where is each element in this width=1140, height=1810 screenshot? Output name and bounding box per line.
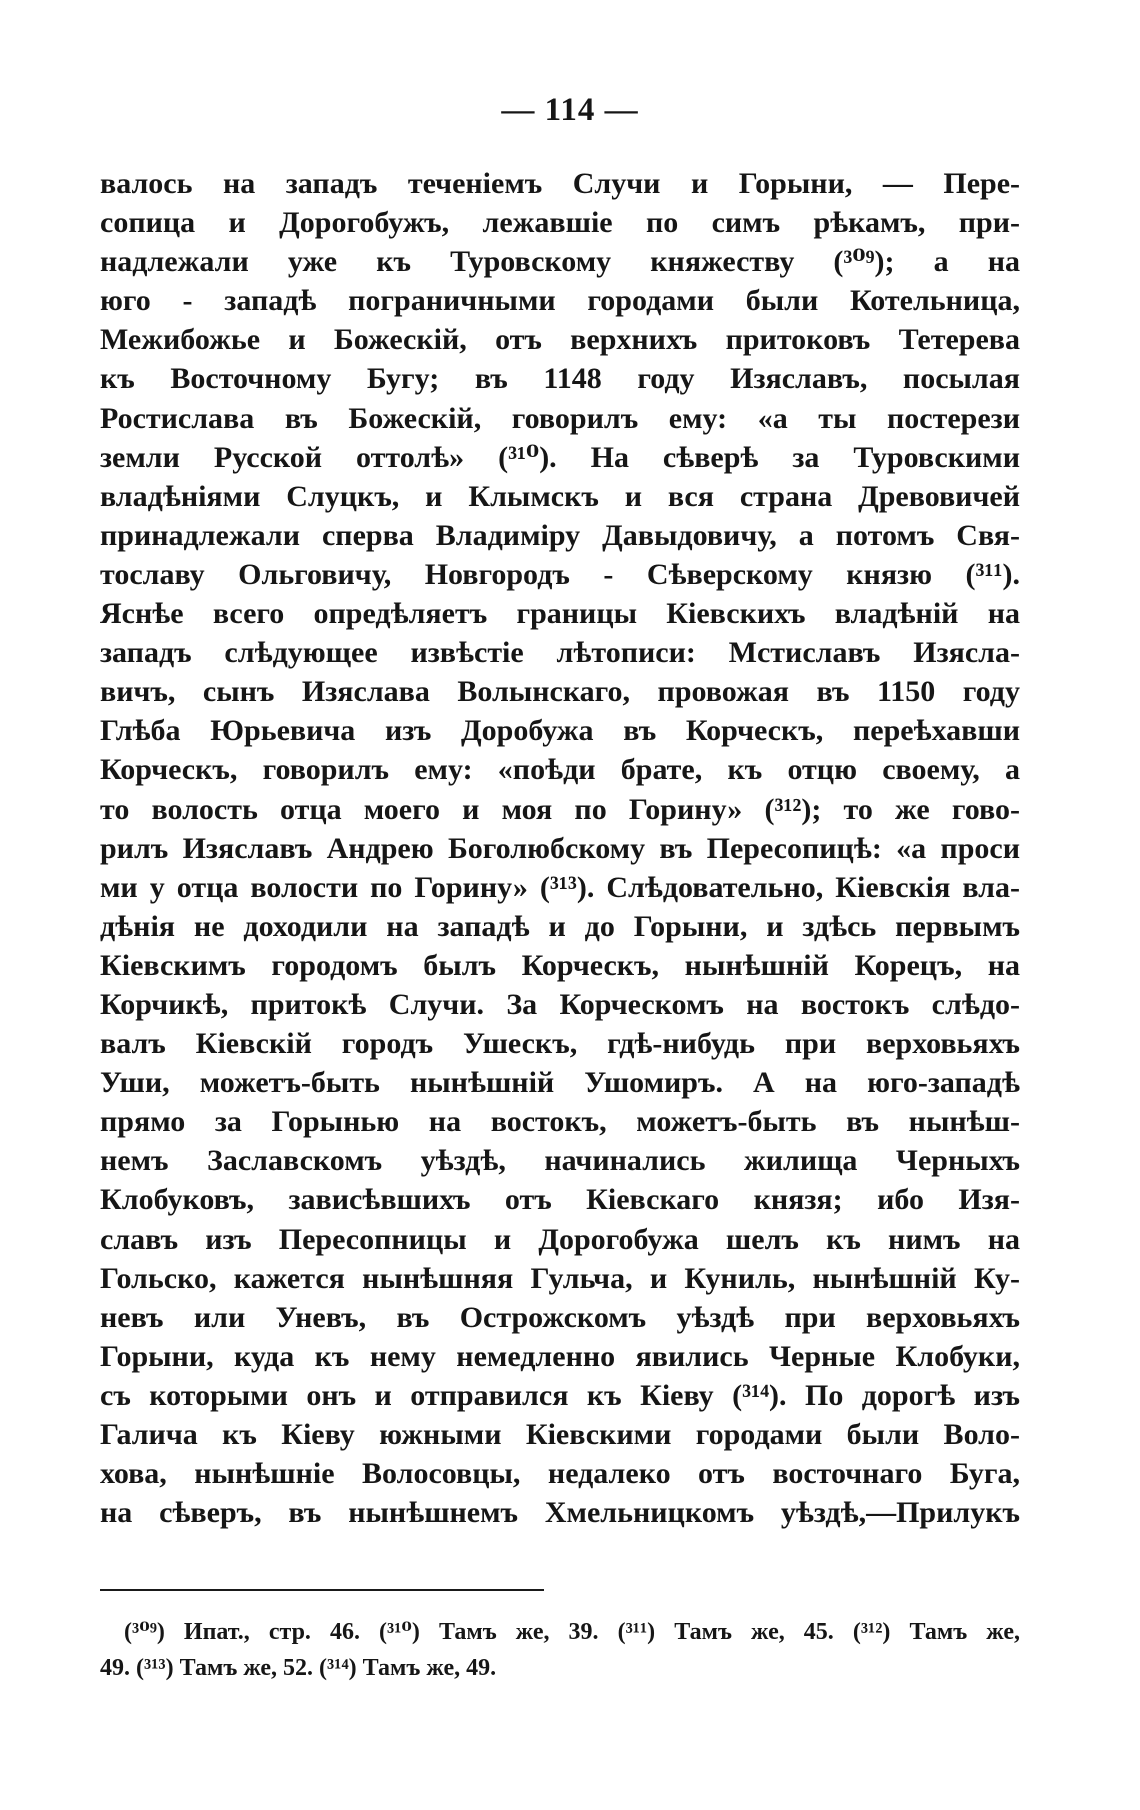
body-line: невъ или Уневъ, въ Острожскомъ уѣздѣ при верховьяхъ (100, 1300, 1020, 1334)
footnote-line: (³⁰⁹) Ипат., стр. 46. (³¹⁰) Тамъ же, 39. (³¹¹) Тамъ же, 45. (³¹²) Тамъ же, (124, 1619, 1020, 1645)
body-line: владѣніями Слуцкъ, и Клымскъ и вся страна Древовичей (100, 479, 1020, 513)
body-line: дѣнія не доходили на западѣ и до Горыни, и здѣсь первымъ (100, 909, 1020, 943)
body-line: къ Восточному Бугу; въ 1148 году Изяславъ, посылая (100, 362, 1020, 396)
footnote-line: 49. (³¹³) Тамъ же, 52. (³¹⁴) Тамъ же, 49. (100, 1655, 497, 1681)
body-line: прямо за Горынью на востокъ, можетъ-быть въ нынѣш- (100, 1105, 1020, 1139)
body-line: Клобуковъ, зависѣвшихъ отъ Кіевскаго князя; ибо Изя- (100, 1183, 1020, 1217)
body-line: съ которыми онъ и отправился къ Кіеву (³¹⁴). По дорогѣ изъ (100, 1378, 1020, 1412)
body-line: Кіевскимъ городомъ былъ Корческъ, нынѣшній Корецъ, на (100, 948, 1020, 982)
body-line: западъ слѣдующее извѣстіе лѣтописи: Мстиславъ Изясла- (100, 636, 1020, 670)
body-line: валось на западъ теченіемъ Случи и Горыни, — Пере- (100, 167, 1020, 200)
footnotes (100, 1614, 1020, 1686)
body-line: Ростислава въ Божескій, говорилъ ему: «а ты постерези (100, 401, 1020, 435)
page-number: — 114 — (501, 92, 639, 128)
body-line: сопица и Дорогобужъ, лежавшіе по симъ рѣкамъ, при- (100, 206, 1020, 240)
body-line: Галича къ Кіеву южными Кіевскими городами были Воло- (100, 1418, 1020, 1451)
body-line: Корчикѣ, притокѣ Случи. За Корческомъ на востокъ слѣдо- (100, 987, 1020, 1021)
body-line: Яснѣе всего опредѣляетъ границы Кіевскихъ владѣній на (100, 597, 1020, 631)
body-line: Глѣба Юрьевича изъ Доробужа въ Корческъ, переѣхавши (100, 714, 1020, 748)
body-line: земли Русской оттолѣ» (³¹⁰). На сѣверѣ за Туровскими (100, 440, 1020, 474)
body-line: хова, нынѣшніе Волосовцы, недалеко отъ восточнаго Буга, (100, 1457, 1020, 1491)
body-line: Корческъ, говорилъ ему: «поѣди брате, къ отцю своему, а (100, 753, 1020, 787)
body-line: то волость отца моего и моя по Горину» (³¹²); то же гово- (100, 792, 1020, 826)
body-text (100, 164, 1020, 1532)
footnote-divider (100, 1589, 544, 1591)
body-line: рилъ Изяславъ Андрею Боголюбскому въ Пересопицѣ: «а проси (100, 831, 1020, 865)
body-line: надлежали уже къ Туровскому княжеству (³⁰⁹); а на (100, 245, 1020, 279)
body-line: юго - западѣ пограничными городами были Котельница, (100, 284, 1020, 318)
body-line: принадлежали сперва Владиміру Давыдовичу, а потомъ Свя- (100, 518, 1020, 552)
body-line: Горыни, куда къ нему немедленно явились Черные Клобуки, (100, 1339, 1020, 1373)
body-line: Межибожье и Божескій, отъ верхнихъ притоковъ Тетерева (100, 323, 1020, 357)
body-line: Уши, можетъ-быть нынѣшній Ушомиръ. А на юго-западѣ (100, 1066, 1020, 1100)
body-line: на сѣверъ, въ нынѣшнемъ Хмельницкомъ уѣздѣ,—Прилукъ (100, 1496, 1020, 1530)
body-line: славъ изъ Пересопницы и Дорогобужа шелъ къ нимъ на (100, 1222, 1020, 1256)
body-line: тославу Ольговичу, Новгородъ - Сѣверскому князю (³¹¹). (100, 557, 1020, 591)
body-line: Гольско, кажется нынѣшняя Гульча, и Куниль, нынѣшній Ку- (100, 1261, 1020, 1295)
body-line: вичъ, сынъ Изяслава Волынскаго, провожая въ 1150 году (100, 675, 1020, 709)
body-line: немъ Заславскомъ уѣздѣ, начинались жилища Черныхъ (100, 1144, 1020, 1178)
body-line: валъ Кіевскій городъ Ушескъ, гдѣ-нибудь при верховьяхъ (100, 1027, 1020, 1061)
body-line: ми у отца волости по Горину» (³¹³). Слѣдовательно, Кіевскія вла- (100, 870, 1020, 904)
